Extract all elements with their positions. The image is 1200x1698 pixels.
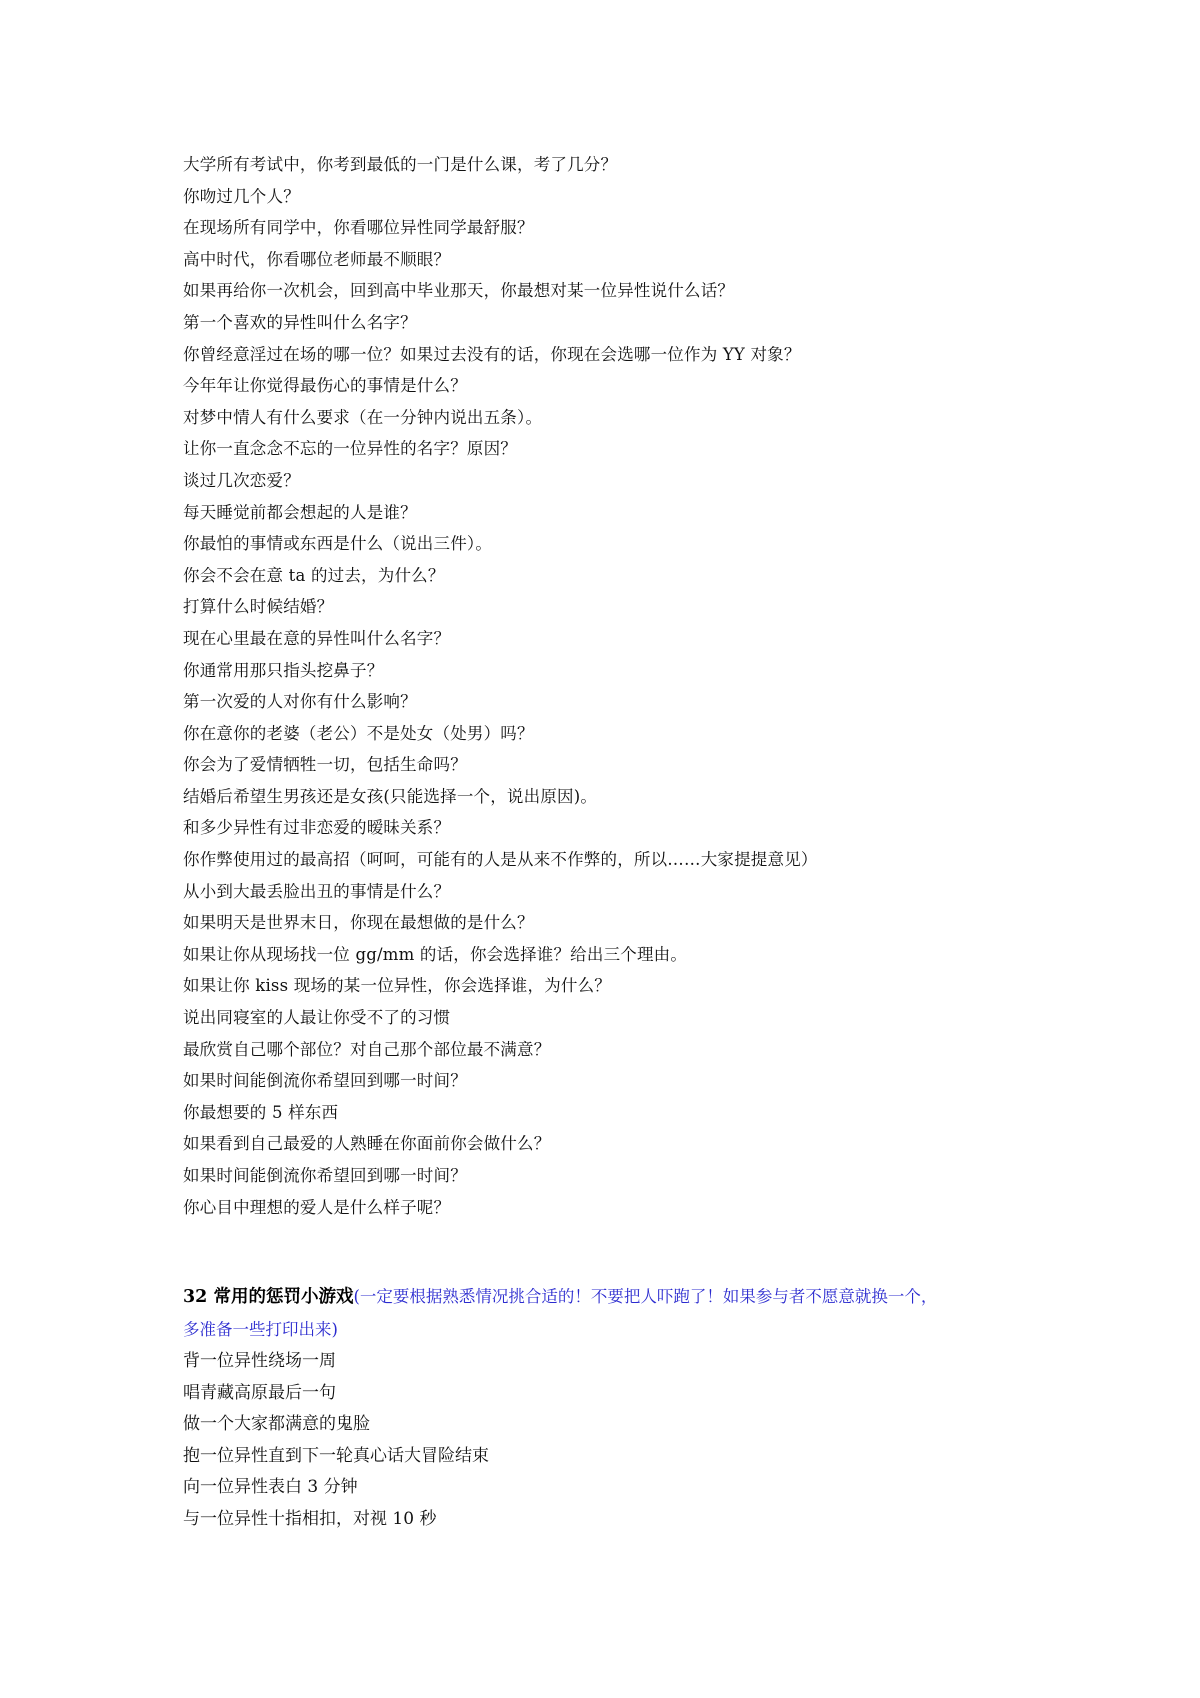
section-title: 32 常用的惩罚小游戏 (183, 1287, 354, 1307)
punishment-item: 背一位异性绕场一周 (183, 1351, 336, 1371)
punishment-item: 与一位异性十指相扣，对视 10 秒 (183, 1508, 437, 1529)
question-item: 如果再给你一次机会，回到高中毕业那天，你最想对某一位异性说什么话？ (183, 281, 735, 301)
question-item: 如果让你从现场找一位 gg/mm 的话，你会选择谁？给出三个理由。 (183, 944, 688, 964)
question-item: 说出同寝室的人最让你受不了的习惯 (183, 1008, 451, 1028)
question-item: 让你一直念念不忘的一位异性的名字？原因？ (183, 439, 517, 459)
question-item: 第一次爱的人对你有什么影响？ (183, 692, 417, 712)
question-item: 最欣赏自己哪个部位？对自己那个部位最不满意？ (183, 1039, 551, 1059)
punishment-section (183, 1280, 1063, 1536)
section-note: (一定要根据熟悉情况挑合适的！不要把人吓跑了！如果参与者不愿意就换一个， (353, 1287, 938, 1306)
question-item: 如果明天是世界末日，你现在最想做的是什么？ (183, 913, 534, 933)
question-item: 谈过几次恋爱？ (183, 470, 300, 490)
section-note-continued: 多准备一些打印出来) (183, 1320, 338, 1339)
question-item: 你作弊使用过的最高招（呵呵，可能有的人是从来不作弊的，所以……大家提提意见） (183, 850, 818, 870)
question-item: 每天睡觉前都会想起的人是谁？ (183, 502, 417, 522)
question-item: 你最怕的事情或东西是什么（说出三件）。 (183, 534, 493, 554)
punishment-item: 唱青藏高原最后一句 (183, 1382, 336, 1403)
question-item: 你最想要的 5 样东西 (183, 1102, 339, 1122)
question-item: 从小到大最丢脸出丑的事情是什么？ (183, 881, 451, 901)
question-item: 结婚后希望生男孩还是女孩(只能选择一个，说出原因)。 (183, 786, 598, 806)
question-item: 你会为了爱情牺牲一切，包括生命吗？ (183, 755, 467, 775)
question-item: 你在意你的老婆（老公）不是处女（处男）吗？ (183, 723, 534, 743)
question-item: 你曾经意淫过在场的哪一位？如果过去没有的话，你现在会选哪一位作为 YY 对象？ (183, 344, 801, 364)
question-item: 现在心里最在意的异性叫什么名字？ (183, 628, 451, 648)
question-item: 你心目中理想的爱人是什么样子呢？ (183, 1197, 451, 1217)
question-item: 如果让你 kiss 现场的某一位异性，你会选择谁，为什么？ (183, 976, 612, 996)
question-item: 如果看到自己最爱的人熟睡在你面前你会做什么？ (183, 1134, 551, 1154)
punishment-item: 向一位异性表白 3 分钟 (183, 1477, 358, 1498)
question-item: 如果时间能倒流你希望回到哪一时间？ (183, 1166, 467, 1185)
punishment-list (183, 1346, 1063, 1536)
question-item: 和多少异性有过非恋爱的暧昧关系？ (183, 818, 451, 838)
question-item: 在现场所有同学中，你看哪位异性同学最舒服？ (183, 218, 534, 238)
punishment-item: 做一个大家都满意的鬼脸 (183, 1414, 370, 1435)
punishment-item: 抱一位异性直到下一轮真心话大冒险结束 (183, 1445, 489, 1466)
question-list (183, 149, 1063, 1223)
question-item: 如果时间能倒流你希望回到哪一时间？ (183, 1071, 467, 1091)
question-item: 高中时代，你看哪位老师最不顺眼？ (183, 249, 451, 269)
section-heading (183, 1280, 1063, 1314)
question-item: 今年年让你觉得最伤心的事情是什么？ (183, 376, 467, 396)
question-item: 你吻过几个人？ (183, 186, 300, 206)
question-item: 第一个喜欢的异性叫什么名字？ (183, 312, 417, 332)
question-item: 大学所有考试中，你考到最低的一门是什么课，考了几分？ (183, 155, 618, 174)
question-item: 你会不会在意 ta 的过去，为什么？ (183, 565, 445, 585)
question-item: 打算什么时候结婚？ (183, 597, 334, 617)
question-item: 你通常用那只指头挖鼻子？ (183, 660, 384, 680)
question-item: 对梦中情人有什么要求（在一分钟内说出五条）。 (183, 407, 543, 427)
